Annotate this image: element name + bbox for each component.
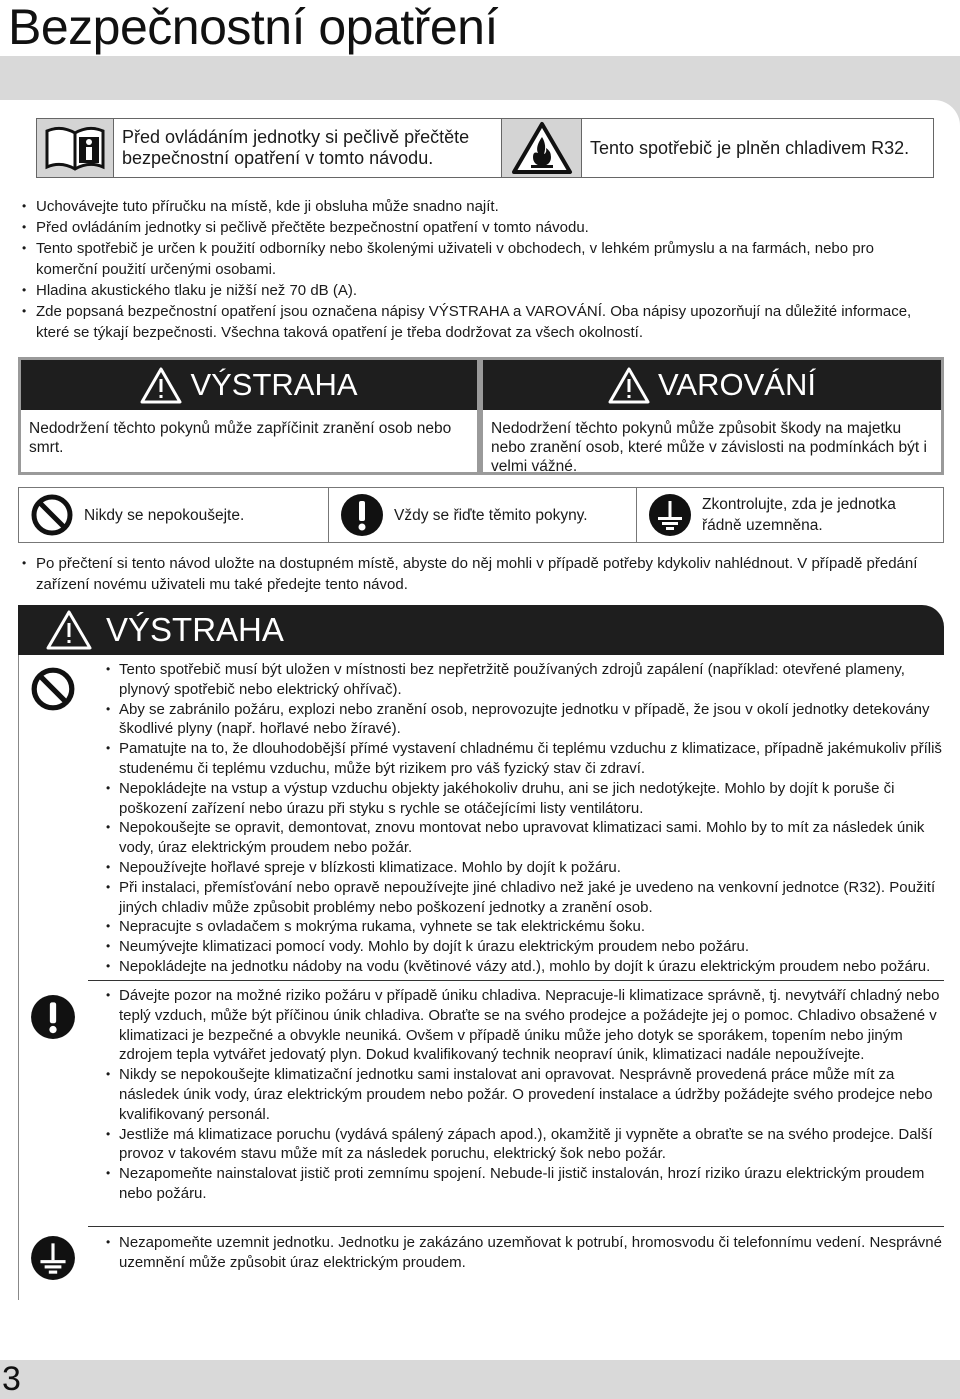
- legend-prohibited: [19, 488, 329, 542]
- caution-header: [483, 360, 941, 410]
- section-divider: [88, 980, 944, 981]
- prohibited-label: Nikdy se nepokoušejte.: [84, 506, 245, 524]
- caution-triangle-icon: [608, 367, 650, 404]
- prohibited-icon: [30, 666, 76, 712]
- list-item: • Nepokládejte na jednotku nádoby na vodu (květinové vázy atd.), mohlo by dojít k úrazu elektrickým proudem nebo požáru.: [106, 957, 946, 977]
- ground-label: Zkontrolujte, zda je jednotka řádně uzemněna.: [702, 496, 896, 534]
- ground-list: [106, 1233, 946, 1273]
- legend-mandatory: [329, 488, 637, 542]
- section-divider: [88, 1226, 944, 1227]
- title-band: [0, 0, 960, 56]
- manual-icon-cell: [37, 119, 114, 177]
- list-item: • Zde popsaná bezpečnostní opatření jsou označena nápisy VÝSTRAHA a VAROVÁNÍ. Oba nápisy upozorňují na důležité informace, které se týkají bezpečnosti. Všechna taková opatření je třeba dodržovat za všech okolností.: [22, 301, 932, 343]
- mandatory-icon: [340, 493, 384, 537]
- list-item: • Nezapomeňte nainstalovat jistič proti zemnímu spojení. Nebude-li jistič instalován, hrozí riziko úrazu elektrickým proudem nebo požáru.: [106, 1164, 946, 1204]
- list-item: • Aby se zabránilo požáru, explozi nebo zranění osob, neprovozujte jednotku v případě, že jsou v okolí jednotky detekovány škodlivé plyny (např. hořlavé nebo žíravé).: [106, 700, 946, 740]
- list-item: • Neumývejte klimatizaci pomocí vody. Mohlo by dojít k úrazu elektrickým proudem nebo požáru.: [106, 937, 946, 957]
- mandatory-label: Vždy se řiďte těmito pokyny.: [394, 506, 588, 524]
- warning-section-heading: VÝSTRAHA: [106, 611, 284, 648]
- page-number: 3: [2, 1360, 21, 1398]
- symbol-legend: [18, 487, 944, 543]
- warning-section-header: [18, 605, 944, 655]
- refrigerant-text: Tento spotřebič je plněn chladivem R32.: [590, 137, 910, 158]
- warning-description: Nedodržení těchto pokynů může zapříčinit zranění osob nebo smrt.: [29, 420, 452, 456]
- warning-definition-box: [18, 357, 480, 475]
- list-item: • Tento spotřebič musí být uložen v místnosti bez nepřetržitě používaných zdrojů zapálení (například: otevřené plameny, plynový spotřebič nebo elektrický ohřívač).: [106, 660, 946, 700]
- list-item: • Nepracujte s ovladačem s mokrýma rukama, vyhnete se tak elektrickému šoku.: [106, 917, 946, 937]
- caution-description: Nedodržení těchto pokynů může způsobit škody na majetku nebo zranění osob, které může v závislosti na podmínkách být i velmi vážné.: [491, 420, 927, 475]
- list-item: • Nezapomeňte uzemnit jednotku. Jednotku je zakázáno uzemňovat k potrubí, hromosvodu či telefonnímu vedení. Nesprávné uzemnění může způsobit úraz elektrickým proudem.: [106, 1233, 946, 1273]
- warning-heading: VÝSTRAHA: [190, 367, 358, 402]
- read-manual-icon: [43, 125, 107, 171]
- prohibited-icon: [30, 493, 74, 537]
- list-item: • Jestliže má klimatizace poruchu (vydává spálený zápach apod.), okamžitě ji vypněte a obraťte se na svého prodejce. Další provoz v takovém stavu může mít za následek poruchu, elektrický šok nebo požár.: [106, 1125, 946, 1165]
- list-item: • Nepoužívejte hořlavé spreje v blízkosti klimatizace. Mohlo by dojít k požáru.: [106, 858, 946, 878]
- section-left-rule: [18, 655, 19, 1300]
- page-title: Bezpečnostní opatření: [8, 0, 498, 55]
- ground-icon: [30, 1235, 76, 1281]
- list-item: • Nepokoušejte se opravit, demontovat, znovu montovat nebo upravovat klimatizaci sami. Mohlo by to mít za následek únik vody, úraz elektrickým proudem nebo požár.: [106, 818, 946, 858]
- list-item: • Nikdy se nepokoušejte klimatizační jednotku sami instalovat ani opravovat. Nesprávně provedená práce může mít za následek únik vody, úraz elektrickým proudem nebo požár. O provedení instalace a údržby požádejte svého prodejce nebo kvalifikovaný personál.: [106, 1065, 946, 1124]
- info-box: [36, 118, 934, 178]
- list-item: • Dávejte pozor na možné riziko požáru v případě úniku chladiva. Nepracuje-li klimatizace správně, tj. nevytváří chladný nebo teplý vzduch, může být příčinou únik chladiva. Obraťte se na svého prodejce a požádejte jej o pomoc. Chladivo obsažené v klimatizaci je bezpečné a obvykle neuniká. Ovšem v případě úniku může jeho dotyk se sporákem, topením nebo jiným zdrojem tepla vytvářet jedovatý plyn. Dokud kvalifikovaný technik neopraví únik, klimatizaci nadále nepoužívejte.: [106, 986, 946, 1065]
- caution-definition-box: [480, 357, 944, 475]
- warning-triangle-icon: [46, 610, 92, 650]
- list-item: • Nepokládejte na vstup a výstup vzduchu objekty jakéhokoliv druhu, ani se jich nedotýkejte. Mohlo by dojít k poruše či poškození zařízení nebo úrazu při styku s rychle se otáčejícími listy ventilátoru.: [106, 779, 946, 819]
- legend-ground: [637, 488, 943, 542]
- list-item: • Uchovávejte tuto příručku na místě, kde ji obsluha může snadno najít.: [22, 196, 932, 217]
- list-item: • Pamatujte na to, že dlouhodobější přímé vystavení chladnému či teplému vzduchu z klimatizace, případně jakémukoliv příliš studenému či teplému vzduchu, může být rizikem pro váš fyzický stav či zdraví.: [106, 739, 946, 779]
- warning-header: [21, 360, 477, 410]
- flammable-icon-cell: [502, 119, 582, 177]
- storage-note-list: [22, 553, 932, 595]
- list-item: • Tento spotřebič je určen k použití odborníky nebo školenými uživateli v obchodech, v lehkém průmyslu a na farmách, nebo pro komerční použití určenými osobami.: [22, 238, 932, 280]
- list-item: • Po přečtení si tento návod uložte na dostupném místě, abyste do něj mohli v případě potřeby kdykoliv nahlédnout. V případě předání zařízení novému uživateli mu také předejte tento návod.: [22, 553, 932, 595]
- caution-heading: VAROVÁNÍ: [658, 367, 816, 402]
- flammable-warning-icon: [511, 121, 573, 175]
- mandatory-list: [106, 986, 946, 1204]
- list-item: • Při instalaci, přemísťování nebo opravě nepoužívejte jiné chladivo než jaké je uvedeno na venkovní jednotce (R32). Použití jiných chladiv může způsobit problémy nebo poškození jednotky a zranění osob.: [106, 878, 946, 918]
- intro-bullet-list: [22, 196, 932, 343]
- warning-triangle-icon: [140, 367, 182, 404]
- read-instructions-text: Před ovládáním jednotky si pečlivě přečtěte bezpečnostní opatření v tomto návodu.: [114, 119, 502, 177]
- list-item: • Před ovládáním jednotky si pečlivě přečtěte bezpečnostní opatření v tomto návodu.: [22, 217, 932, 238]
- prohibited-list: [106, 660, 946, 977]
- ground-icon: [648, 493, 692, 537]
- mandatory-icon: [30, 994, 76, 1040]
- list-item: • Hladina akustického tlaku je nižší než 70 dB (A).: [22, 280, 932, 301]
